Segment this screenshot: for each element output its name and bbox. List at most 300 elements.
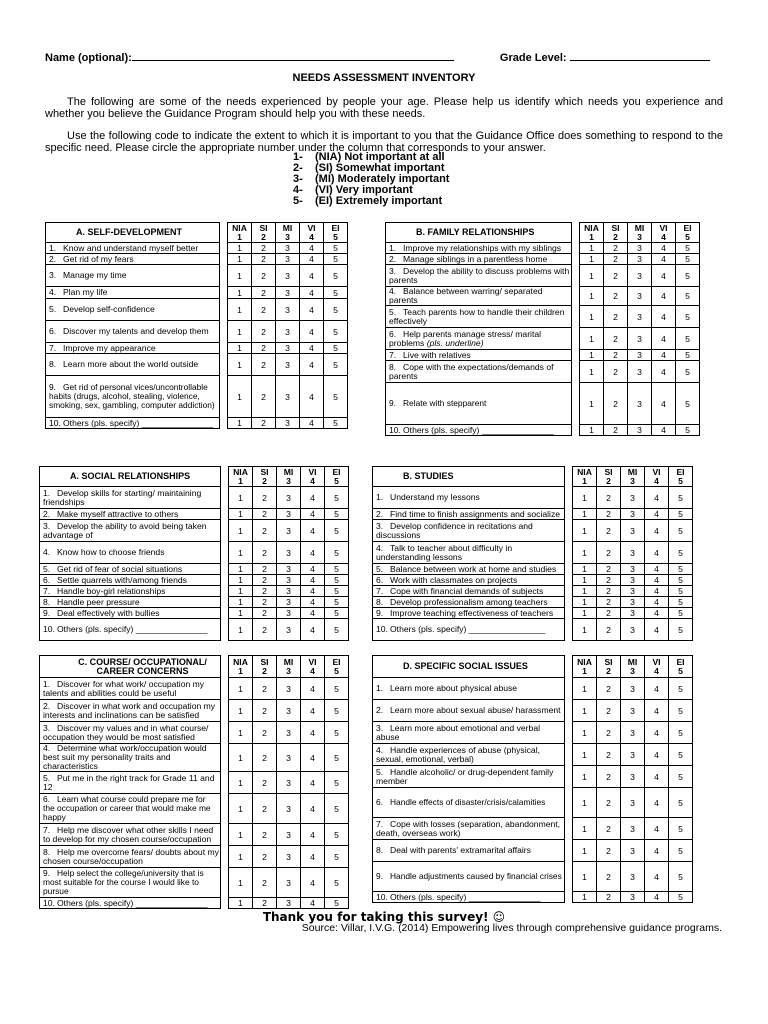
rating-option-3[interactable]: 3 bbox=[276, 254, 300, 265]
rating-option-2[interactable]: 2 bbox=[604, 265, 628, 287]
rating-option-1[interactable]: 1 bbox=[228, 243, 252, 254]
rating-option-1[interactable]: 1 bbox=[228, 254, 252, 265]
rating-option-1[interactable]: 1 bbox=[228, 287, 252, 299]
rating-option-4[interactable]: 4 bbox=[645, 509, 669, 520]
rating-option-4[interactable]: 4 bbox=[645, 818, 669, 840]
rating-option-1[interactable]: 1 bbox=[229, 744, 253, 772]
rating-option-4[interactable]: 4 bbox=[645, 575, 669, 586]
rating-option-5[interactable]: 5 bbox=[325, 772, 349, 794]
rating-option-1[interactable]: 1 bbox=[573, 892, 597, 903]
rating-option-3[interactable]: 3 bbox=[628, 254, 652, 265]
rating-option-1[interactable]: 1 bbox=[228, 265, 252, 287]
rating-option-3[interactable]: 3 bbox=[621, 840, 645, 862]
rating-option-4[interactable]: 4 bbox=[301, 824, 325, 846]
rating-option-5[interactable]: 5 bbox=[669, 509, 693, 520]
rating-option-1[interactable]: 1 bbox=[580, 328, 604, 350]
rating-option-2[interactable]: 2 bbox=[597, 788, 621, 818]
rating-option-3[interactable]: 3 bbox=[621, 678, 645, 700]
rating-option-5[interactable]: 5 bbox=[669, 520, 693, 542]
rating-option-3[interactable]: 3 bbox=[277, 744, 301, 772]
rating-option-4[interactable]: 4 bbox=[645, 619, 669, 641]
rating-option-2[interactable]: 2 bbox=[253, 520, 277, 542]
rating-option-4[interactable]: 4 bbox=[301, 597, 325, 608]
rating-option-5[interactable]: 5 bbox=[325, 520, 349, 542]
rating-option-3[interactable]: 3 bbox=[628, 383, 652, 425]
rating-option-1[interactable]: 1 bbox=[229, 586, 253, 597]
rating-option-4[interactable]: 4 bbox=[652, 287, 676, 306]
rating-option-5[interactable]: 5 bbox=[324, 343, 348, 354]
rating-option-1[interactable]: 1 bbox=[229, 678, 253, 700]
rating-option-1[interactable]: 1 bbox=[573, 700, 597, 722]
rating-option-2[interactable]: 2 bbox=[252, 418, 276, 429]
rating-option-3[interactable]: 3 bbox=[621, 487, 645, 509]
rating-option-1[interactable]: 1 bbox=[573, 862, 597, 892]
rating-option-5[interactable]: 5 bbox=[676, 383, 700, 425]
rating-option-5[interactable]: 5 bbox=[669, 766, 693, 788]
rating-option-4[interactable]: 4 bbox=[301, 898, 325, 909]
rating-option-2[interactable]: 2 bbox=[252, 299, 276, 321]
rating-option-3[interactable]: 3 bbox=[628, 243, 652, 254]
rating-option-2[interactable]: 2 bbox=[604, 243, 628, 254]
rating-option-4[interactable]: 4 bbox=[300, 321, 324, 343]
rating-option-2[interactable]: 2 bbox=[597, 564, 621, 575]
rating-option-2[interactable]: 2 bbox=[252, 343, 276, 354]
rating-option-1[interactable]: 1 bbox=[573, 818, 597, 840]
rating-option-1[interactable]: 1 bbox=[573, 542, 597, 564]
rating-option-1[interactable]: 1 bbox=[580, 243, 604, 254]
rating-option-5[interactable]: 5 bbox=[324, 321, 348, 343]
rating-option-3[interactable]: 3 bbox=[277, 542, 301, 564]
rating-option-2[interactable]: 2 bbox=[253, 794, 277, 824]
rating-option-5[interactable]: 5 bbox=[669, 619, 693, 641]
rating-option-3[interactable]: 3 bbox=[621, 586, 645, 597]
rating-option-3[interactable]: 3 bbox=[277, 564, 301, 575]
rating-option-1[interactable]: 1 bbox=[229, 564, 253, 575]
rating-option-1[interactable]: 1 bbox=[228, 418, 252, 429]
rating-option-3[interactable]: 3 bbox=[628, 328, 652, 350]
rating-option-3[interactable]: 3 bbox=[277, 487, 301, 509]
rating-option-1[interactable]: 1 bbox=[229, 619, 253, 641]
rating-option-5[interactable]: 5 bbox=[324, 287, 348, 299]
rating-option-4[interactable]: 4 bbox=[645, 788, 669, 818]
rating-option-2[interactable]: 2 bbox=[597, 744, 621, 766]
rating-option-2[interactable]: 2 bbox=[252, 265, 276, 287]
rating-option-2[interactable]: 2 bbox=[597, 608, 621, 619]
rating-option-2[interactable]: 2 bbox=[604, 287, 628, 306]
rating-option-2[interactable]: 2 bbox=[253, 564, 277, 575]
rating-option-4[interactable]: 4 bbox=[301, 586, 325, 597]
rating-option-4[interactable]: 4 bbox=[645, 564, 669, 575]
rating-option-4[interactable]: 4 bbox=[301, 542, 325, 564]
rating-option-4[interactable]: 4 bbox=[301, 575, 325, 586]
rating-option-2[interactable]: 2 bbox=[253, 846, 277, 868]
rating-option-3[interactable]: 3 bbox=[621, 862, 645, 892]
rating-option-4[interactable]: 4 bbox=[645, 892, 669, 903]
rating-option-1[interactable]: 1 bbox=[229, 722, 253, 744]
rating-option-4[interactable]: 4 bbox=[652, 254, 676, 265]
rating-option-2[interactable]: 2 bbox=[253, 678, 277, 700]
rating-option-5[interactable]: 5 bbox=[324, 254, 348, 265]
rating-option-4[interactable]: 4 bbox=[300, 287, 324, 299]
name-input-line[interactable] bbox=[132, 49, 454, 61]
rating-option-4[interactable]: 4 bbox=[645, 700, 669, 722]
rating-option-3[interactable]: 3 bbox=[621, 564, 645, 575]
rating-option-2[interactable]: 2 bbox=[597, 597, 621, 608]
rating-option-1[interactable]: 1 bbox=[229, 868, 253, 898]
rating-option-5[interactable]: 5 bbox=[676, 350, 700, 361]
rating-option-2[interactable]: 2 bbox=[253, 597, 277, 608]
rating-option-2[interactable]: 2 bbox=[253, 608, 277, 619]
rating-option-4[interactable]: 4 bbox=[301, 520, 325, 542]
rating-option-4[interactable]: 4 bbox=[300, 254, 324, 265]
rating-option-3[interactable]: 3 bbox=[277, 575, 301, 586]
rating-option-2[interactable]: 2 bbox=[253, 722, 277, 744]
rating-option-4[interactable]: 4 bbox=[300, 354, 324, 376]
rating-option-2[interactable]: 2 bbox=[597, 892, 621, 903]
rating-option-4[interactable]: 4 bbox=[301, 700, 325, 722]
rating-option-3[interactable]: 3 bbox=[621, 892, 645, 903]
rating-option-2[interactable]: 2 bbox=[253, 824, 277, 846]
rating-option-2[interactable]: 2 bbox=[252, 254, 276, 265]
rating-option-5[interactable]: 5 bbox=[676, 243, 700, 254]
rating-option-1[interactable]: 1 bbox=[229, 520, 253, 542]
rating-option-4[interactable]: 4 bbox=[645, 678, 669, 700]
rating-option-1[interactable]: 1 bbox=[580, 287, 604, 306]
rating-option-3[interactable]: 3 bbox=[277, 868, 301, 898]
rating-option-5[interactable]: 5 bbox=[669, 700, 693, 722]
rating-option-5[interactable]: 5 bbox=[325, 678, 349, 700]
rating-option-1[interactable]: 1 bbox=[573, 597, 597, 608]
rating-option-5[interactable]: 5 bbox=[669, 892, 693, 903]
rating-option-5[interactable]: 5 bbox=[325, 597, 349, 608]
rating-option-1[interactable]: 1 bbox=[229, 846, 253, 868]
rating-option-5[interactable]: 5 bbox=[324, 243, 348, 254]
rating-option-4[interactable]: 4 bbox=[652, 350, 676, 361]
rating-option-3[interactable]: 3 bbox=[621, 619, 645, 641]
rating-option-3[interactable]: 3 bbox=[277, 597, 301, 608]
rating-option-1[interactable]: 1 bbox=[573, 586, 597, 597]
rating-option-5[interactable]: 5 bbox=[325, 509, 349, 520]
rating-option-3[interactable]: 3 bbox=[277, 846, 301, 868]
rating-option-2[interactable]: 2 bbox=[604, 328, 628, 350]
rating-option-4[interactable]: 4 bbox=[645, 766, 669, 788]
rating-option-2[interactable]: 2 bbox=[253, 586, 277, 597]
rating-option-4[interactable]: 4 bbox=[301, 744, 325, 772]
rating-option-3[interactable]: 3 bbox=[628, 306, 652, 328]
rating-option-1[interactable]: 1 bbox=[229, 509, 253, 520]
rating-option-2[interactable]: 2 bbox=[597, 520, 621, 542]
rating-option-3[interactable]: 3 bbox=[276, 376, 300, 418]
rating-option-4[interactable]: 4 bbox=[652, 361, 676, 383]
rating-option-3[interactable]: 3 bbox=[621, 575, 645, 586]
rating-option-2[interactable]: 2 bbox=[253, 868, 277, 898]
rating-option-5[interactable]: 5 bbox=[325, 564, 349, 575]
rating-option-2[interactable]: 2 bbox=[597, 509, 621, 520]
rating-option-1[interactable]: 1 bbox=[573, 766, 597, 788]
rating-option-2[interactable]: 2 bbox=[253, 898, 277, 909]
rating-option-5[interactable]: 5 bbox=[676, 287, 700, 306]
rating-option-3[interactable]: 3 bbox=[277, 898, 301, 909]
rating-option-4[interactable]: 4 bbox=[652, 425, 676, 436]
rating-option-1[interactable]: 1 bbox=[580, 425, 604, 436]
rating-option-2[interactable]: 2 bbox=[252, 287, 276, 299]
rating-option-5[interactable]: 5 bbox=[324, 376, 348, 418]
rating-option-4[interactable]: 4 bbox=[300, 265, 324, 287]
rating-option-1[interactable]: 1 bbox=[573, 722, 597, 744]
rating-option-1[interactable]: 1 bbox=[573, 575, 597, 586]
rating-option-5[interactable]: 5 bbox=[669, 744, 693, 766]
rating-option-1[interactable]: 1 bbox=[228, 321, 252, 343]
rating-option-5[interactable]: 5 bbox=[669, 862, 693, 892]
rating-option-1[interactable]: 1 bbox=[573, 678, 597, 700]
rating-option-5[interactable]: 5 bbox=[324, 265, 348, 287]
rating-option-4[interactable]: 4 bbox=[301, 868, 325, 898]
rating-option-3[interactable]: 3 bbox=[628, 361, 652, 383]
rating-option-5[interactable]: 5 bbox=[324, 299, 348, 321]
rating-option-4[interactable]: 4 bbox=[652, 383, 676, 425]
rating-option-3[interactable]: 3 bbox=[276, 299, 300, 321]
rating-option-2[interactable]: 2 bbox=[252, 321, 276, 343]
rating-option-1[interactable]: 1 bbox=[229, 542, 253, 564]
rating-option-3[interactable]: 3 bbox=[276, 287, 300, 299]
rating-option-3[interactable]: 3 bbox=[277, 824, 301, 846]
rating-option-3[interactable]: 3 bbox=[621, 744, 645, 766]
rating-option-5[interactable]: 5 bbox=[324, 418, 348, 429]
rating-option-4[interactable]: 4 bbox=[645, 586, 669, 597]
rating-option-5[interactable]: 5 bbox=[669, 678, 693, 700]
rating-option-5[interactable]: 5 bbox=[325, 586, 349, 597]
rating-option-5[interactable]: 5 bbox=[325, 542, 349, 564]
rating-option-3[interactable]: 3 bbox=[276, 418, 300, 429]
rating-option-5[interactable]: 5 bbox=[669, 722, 693, 744]
rating-option-2[interactable]: 2 bbox=[597, 818, 621, 840]
rating-option-1[interactable]: 1 bbox=[229, 487, 253, 509]
rating-option-1[interactable]: 1 bbox=[573, 509, 597, 520]
rating-option-1[interactable]: 1 bbox=[573, 619, 597, 641]
rating-option-1[interactable]: 1 bbox=[229, 597, 253, 608]
rating-option-3[interactable]: 3 bbox=[276, 343, 300, 354]
rating-option-4[interactable]: 4 bbox=[645, 862, 669, 892]
rating-option-3[interactable]: 3 bbox=[277, 722, 301, 744]
rating-option-4[interactable]: 4 bbox=[301, 608, 325, 619]
rating-option-3[interactable]: 3 bbox=[276, 354, 300, 376]
rating-option-1[interactable]: 1 bbox=[580, 265, 604, 287]
rating-option-4[interactable]: 4 bbox=[645, 840, 669, 862]
rating-option-2[interactable]: 2 bbox=[597, 722, 621, 744]
rating-option-2[interactable]: 2 bbox=[252, 354, 276, 376]
rating-option-5[interactable]: 5 bbox=[676, 254, 700, 265]
rating-option-4[interactable]: 4 bbox=[301, 846, 325, 868]
rating-option-5[interactable]: 5 bbox=[325, 868, 349, 898]
rating-option-5[interactable]: 5 bbox=[669, 564, 693, 575]
rating-option-2[interactable]: 2 bbox=[604, 350, 628, 361]
rating-option-5[interactable]: 5 bbox=[676, 265, 700, 287]
rating-option-1[interactable]: 1 bbox=[573, 608, 597, 619]
rating-option-4[interactable]: 4 bbox=[301, 772, 325, 794]
rating-option-3[interactable]: 3 bbox=[277, 608, 301, 619]
rating-option-2[interactable]: 2 bbox=[604, 306, 628, 328]
rating-option-1[interactable]: 1 bbox=[229, 608, 253, 619]
rating-option-1[interactable]: 1 bbox=[228, 343, 252, 354]
rating-option-4[interactable]: 4 bbox=[645, 597, 669, 608]
rating-option-1[interactable]: 1 bbox=[229, 575, 253, 586]
rating-option-3[interactable]: 3 bbox=[621, 608, 645, 619]
grade-level-input-line[interactable] bbox=[570, 49, 710, 61]
rating-option-3[interactable]: 3 bbox=[621, 597, 645, 608]
rating-option-5[interactable]: 5 bbox=[325, 824, 349, 846]
rating-option-2[interactable]: 2 bbox=[253, 700, 277, 722]
rating-option-4[interactable]: 4 bbox=[652, 265, 676, 287]
rating-option-3[interactable]: 3 bbox=[276, 265, 300, 287]
rating-option-1[interactable]: 1 bbox=[573, 788, 597, 818]
rating-option-3[interactable]: 3 bbox=[277, 700, 301, 722]
rating-option-1[interactable]: 1 bbox=[573, 487, 597, 509]
rating-option-2[interactable]: 2 bbox=[597, 586, 621, 597]
rating-option-2[interactable]: 2 bbox=[253, 744, 277, 772]
rating-option-2[interactable]: 2 bbox=[597, 678, 621, 700]
rating-option-5[interactable]: 5 bbox=[325, 846, 349, 868]
rating-option-3[interactable]: 3 bbox=[621, 542, 645, 564]
rating-option-4[interactable]: 4 bbox=[652, 328, 676, 350]
rating-option-4[interactable]: 4 bbox=[300, 343, 324, 354]
rating-option-5[interactable]: 5 bbox=[669, 788, 693, 818]
rating-option-2[interactable]: 2 bbox=[597, 700, 621, 722]
rating-option-3[interactable]: 3 bbox=[628, 287, 652, 306]
rating-option-1[interactable]: 1 bbox=[580, 361, 604, 383]
rating-option-2[interactable]: 2 bbox=[597, 862, 621, 892]
rating-option-3[interactable]: 3 bbox=[276, 321, 300, 343]
rating-option-5[interactable]: 5 bbox=[669, 487, 693, 509]
rating-option-3[interactable]: 3 bbox=[621, 509, 645, 520]
rating-option-2[interactable]: 2 bbox=[253, 509, 277, 520]
rating-option-1[interactable]: 1 bbox=[573, 564, 597, 575]
rating-option-4[interactable]: 4 bbox=[300, 243, 324, 254]
rating-option-2[interactable]: 2 bbox=[253, 487, 277, 509]
rating-option-4[interactable]: 4 bbox=[645, 722, 669, 744]
rating-option-5[interactable]: 5 bbox=[325, 608, 349, 619]
rating-option-4[interactable]: 4 bbox=[301, 487, 325, 509]
rating-option-5[interactable]: 5 bbox=[669, 608, 693, 619]
rating-option-1[interactable]: 1 bbox=[229, 898, 253, 909]
rating-option-4[interactable]: 4 bbox=[652, 306, 676, 328]
rating-option-1[interactable]: 1 bbox=[228, 354, 252, 376]
rating-option-4[interactable]: 4 bbox=[645, 744, 669, 766]
rating-option-1[interactable]: 1 bbox=[229, 794, 253, 824]
rating-option-5[interactable]: 5 bbox=[325, 794, 349, 824]
rating-option-2[interactable]: 2 bbox=[253, 619, 277, 641]
rating-option-3[interactable]: 3 bbox=[277, 619, 301, 641]
rating-option-5[interactable]: 5 bbox=[676, 306, 700, 328]
rating-option-1[interactable]: 1 bbox=[580, 350, 604, 361]
rating-option-3[interactable]: 3 bbox=[628, 425, 652, 436]
rating-option-4[interactable]: 4 bbox=[645, 520, 669, 542]
rating-option-5[interactable]: 5 bbox=[669, 542, 693, 564]
rating-option-3[interactable]: 3 bbox=[277, 586, 301, 597]
rating-option-3[interactable]: 3 bbox=[628, 350, 652, 361]
rating-option-5[interactable]: 5 bbox=[325, 898, 349, 909]
rating-option-2[interactable]: 2 bbox=[604, 383, 628, 425]
rating-option-1[interactable]: 1 bbox=[580, 254, 604, 265]
rating-option-4[interactable]: 4 bbox=[301, 722, 325, 744]
rating-option-1[interactable]: 1 bbox=[580, 306, 604, 328]
rating-option-1[interactable]: 1 bbox=[229, 824, 253, 846]
rating-option-3[interactable]: 3 bbox=[621, 700, 645, 722]
rating-option-4[interactable]: 4 bbox=[300, 418, 324, 429]
rating-option-4[interactable]: 4 bbox=[645, 487, 669, 509]
rating-option-2[interactable]: 2 bbox=[597, 487, 621, 509]
rating-option-2[interactable]: 2 bbox=[597, 840, 621, 862]
rating-option-5[interactable]: 5 bbox=[325, 575, 349, 586]
rating-option-3[interactable]: 3 bbox=[621, 818, 645, 840]
rating-option-5[interactable]: 5 bbox=[669, 575, 693, 586]
rating-option-3[interactable]: 3 bbox=[621, 520, 645, 542]
rating-option-2[interactable]: 2 bbox=[604, 361, 628, 383]
rating-option-5[interactable]: 5 bbox=[324, 354, 348, 376]
rating-option-2[interactable]: 2 bbox=[597, 619, 621, 641]
rating-option-4[interactable]: 4 bbox=[301, 509, 325, 520]
rating-option-5[interactable]: 5 bbox=[676, 425, 700, 436]
rating-option-3[interactable]: 3 bbox=[277, 520, 301, 542]
rating-option-4[interactable]: 4 bbox=[300, 299, 324, 321]
rating-option-3[interactable]: 3 bbox=[621, 766, 645, 788]
rating-option-2[interactable]: 2 bbox=[597, 542, 621, 564]
rating-option-2[interactable]: 2 bbox=[597, 575, 621, 586]
rating-option-3[interactable]: 3 bbox=[277, 678, 301, 700]
rating-option-4[interactable]: 4 bbox=[645, 542, 669, 564]
rating-option-5[interactable]: 5 bbox=[325, 700, 349, 722]
rating-option-4[interactable]: 4 bbox=[645, 608, 669, 619]
rating-option-2[interactable]: 2 bbox=[597, 766, 621, 788]
rating-option-2[interactable]: 2 bbox=[253, 772, 277, 794]
rating-option-3[interactable]: 3 bbox=[621, 722, 645, 744]
rating-option-4[interactable]: 4 bbox=[301, 564, 325, 575]
rating-option-1[interactable]: 1 bbox=[228, 299, 252, 321]
rating-option-1[interactable]: 1 bbox=[228, 376, 252, 418]
rating-option-3[interactable]: 3 bbox=[628, 265, 652, 287]
rating-option-5[interactable]: 5 bbox=[669, 818, 693, 840]
rating-option-1[interactable]: 1 bbox=[580, 383, 604, 425]
rating-option-5[interactable]: 5 bbox=[669, 840, 693, 862]
rating-option-3[interactable]: 3 bbox=[621, 788, 645, 818]
rating-option-2[interactable]: 2 bbox=[253, 575, 277, 586]
rating-option-1[interactable]: 1 bbox=[573, 744, 597, 766]
rating-option-2[interactable]: 2 bbox=[604, 425, 628, 436]
rating-option-1[interactable]: 1 bbox=[229, 700, 253, 722]
rating-option-3[interactable]: 3 bbox=[276, 243, 300, 254]
rating-option-4[interactable]: 4 bbox=[301, 619, 325, 641]
rating-option-4[interactable]: 4 bbox=[301, 794, 325, 824]
rating-option-4[interactable]: 4 bbox=[652, 243, 676, 254]
rating-option-2[interactable]: 2 bbox=[604, 254, 628, 265]
rating-option-3[interactable]: 3 bbox=[277, 509, 301, 520]
rating-option-2[interactable]: 2 bbox=[252, 376, 276, 418]
rating-option-5[interactable]: 5 bbox=[325, 487, 349, 509]
rating-option-1[interactable]: 1 bbox=[229, 772, 253, 794]
rating-option-5[interactable]: 5 bbox=[669, 586, 693, 597]
rating-option-4[interactable]: 4 bbox=[301, 678, 325, 700]
rating-option-5[interactable]: 5 bbox=[669, 597, 693, 608]
rating-option-3[interactable]: 3 bbox=[277, 772, 301, 794]
rating-option-2[interactable]: 2 bbox=[253, 542, 277, 564]
rating-option-2[interactable]: 2 bbox=[252, 243, 276, 254]
rating-option-5[interactable]: 5 bbox=[676, 328, 700, 350]
rating-option-5[interactable]: 5 bbox=[325, 722, 349, 744]
rating-option-1[interactable]: 1 bbox=[573, 520, 597, 542]
rating-option-3[interactable]: 3 bbox=[277, 794, 301, 824]
rating-option-5[interactable]: 5 bbox=[325, 744, 349, 772]
rating-option-1[interactable]: 1 bbox=[573, 840, 597, 862]
rating-option-5[interactable]: 5 bbox=[325, 619, 349, 641]
